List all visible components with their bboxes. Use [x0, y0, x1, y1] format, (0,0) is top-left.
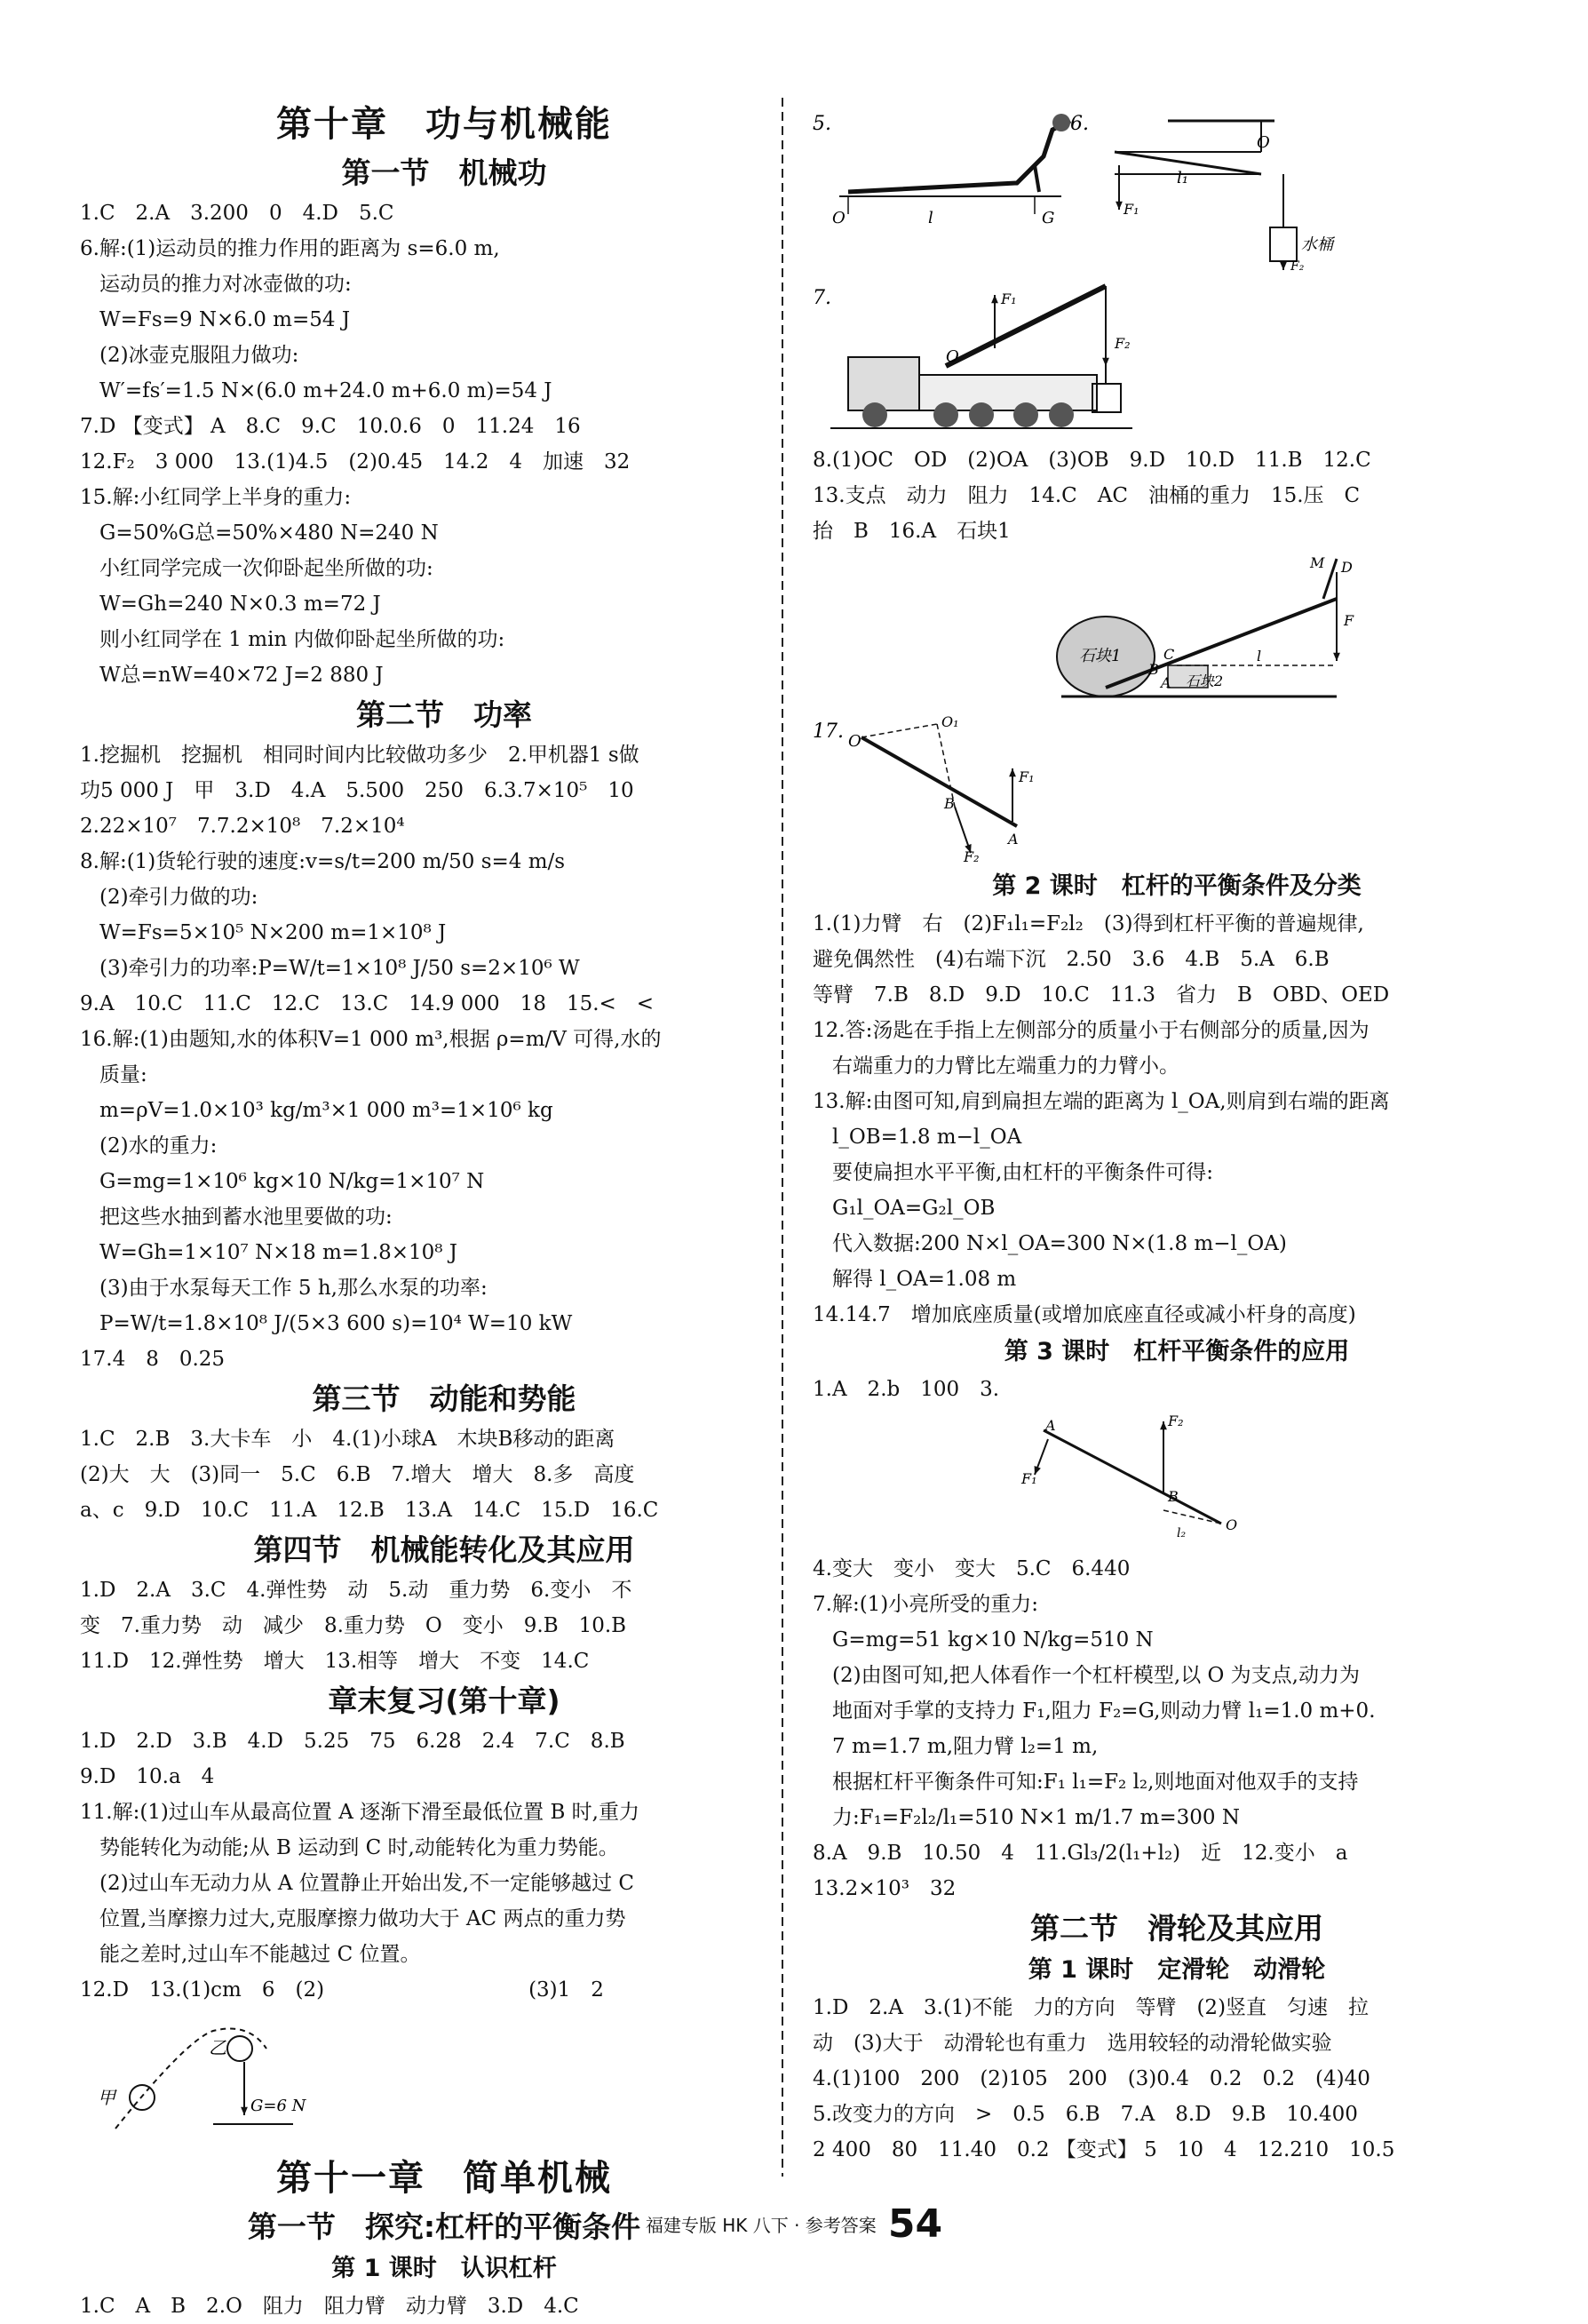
figure-rock [813, 554, 1541, 705]
answer-line: 变 7.重力势 动 减少 8.重力势 O 变小 9.B 10.B [80, 1614, 627, 1637]
label-jia: 甲 [98, 2087, 115, 2108]
answer-line: 1.C A B 2.O 阻力 阻力臂 动力臂 3.D 4.C [80, 2295, 579, 2318]
label-B: B [1148, 661, 1159, 678]
answer-line: 9.D 10.a 4 [80, 1765, 215, 1788]
section-title: 第一节 探究:杠杆的平衡条件 [247, 2209, 641, 2244]
answer-line: W=Fs=9 N×6.0 m=54 J [99, 308, 351, 331]
answer-line: 13.支点 动力 阻力 14.C AC 油桶的重力 15.压 C [813, 484, 1361, 507]
truck-wheel-1 [933, 402, 958, 427]
label-C: C [1163, 646, 1175, 663]
pushup-arm [1035, 165, 1039, 192]
answer-line: G=mg=51 kg×10 N/kg=510 N [832, 1628, 1154, 1651]
answer-line: 17.4 8 0.25 [80, 1348, 226, 1371]
label-O1: O₁ [941, 713, 959, 730]
answer-line: (2)牵引力做的功: [99, 886, 258, 909]
answer-line: (2)过山车无动力从 A 位置静止开始出发,不一定能够越过 C [99, 1872, 635, 1895]
label-6: 6. [1070, 113, 1089, 135]
figure-lever17-svg [813, 711, 1541, 862]
label-B: B [944, 795, 955, 812]
answer-line: 7 m=1.7 m,阻力臂 l₂=1 m, [832, 1735, 1099, 1758]
answer-line: 14.14.7 增加底座质量(或增加底座直径或减小杆身的高度) [813, 1303, 1356, 1326]
answer-line: (2)水的重力: [99, 1134, 218, 1158]
answer-line: 12.D 13.(1)cm 6 (2) (3)1 2 [80, 1978, 604, 2002]
answer-line: 质量: [99, 1063, 147, 1086]
gravity-arrow-head [241, 2107, 248, 2115]
page-number: 54 [887, 2201, 943, 2247]
answer-line: 势能转化为动能;从 B 运动到 C 时,动能转化为重力势能。 [99, 1836, 619, 1859]
pushup-head [1052, 114, 1070, 131]
answer-line: 抬 B 16.A 石块1 [813, 520, 1011, 543]
truck-wheel-0 [862, 402, 887, 427]
answer-line: 运动员的推力对冰壶做的功: [99, 273, 352, 296]
answer-line: 把这些水抽到蓄水池里要做的功: [99, 1206, 393, 1229]
answer-line: 根据杠杆平衡条件可知:F₁ l₁=F₂ l₂,则地面对他双手的支持 [832, 1771, 1359, 1794]
lesson-title: 第 1 课时 定滑轮 动滑轮 [1028, 1956, 1326, 1984]
lesson-title: 第 1 课时 认识杠杆 [331, 2255, 557, 2282]
section-title: 章末复习(第十章) [328, 1683, 560, 1718]
label-l2: l₂ [1177, 1526, 1187, 1540]
answer-line: 1.(1)力臂 右 (2)F₁l₁=F₂l₂ (3)得到杠杆平衡的普遍规律, [813, 912, 1364, 935]
bucket [1270, 227, 1297, 261]
label-G: G [1042, 209, 1055, 227]
answer-line: 地面对手掌的支持力 F₁,阻力 F₂=G,则动力臂 l₁=1.0 m+0. [832, 1699, 1376, 1723]
answer-line: 13.2×10³ 32 [813, 1877, 957, 1900]
chapter-title: 第十章 功与机械能 [276, 104, 612, 145]
footer-text: 福建专版 HK 八下 · 参考答案 [645, 2215, 877, 2236]
answer-line: 1.D 2.A 3.(1)不能 力的方向 等臂 (2)竖直 匀速 拉 [813, 1996, 1370, 2019]
crane-boom [946, 286, 1106, 366]
answer-line: 12.F₂ 3 000 13.(1)4.5 (2)0.45 14.2 4 加速 32 [80, 450, 631, 474]
line-l2 [1163, 1510, 1221, 1524]
figure-rock-svg [813, 554, 1541, 705]
answer-line: 9.A 10.C 11.C 12.C 13.C 14.9 000 18 15.< < [80, 992, 655, 1015]
truck-wheel-3 [1013, 402, 1038, 427]
answer-line: 6.解:(1)运动员的推力作用的距离为 s=6.0 m, [80, 237, 500, 260]
answer-line: W总=nW=40×72 J=2 880 J [99, 664, 384, 687]
arrow-F2-head [1102, 358, 1109, 366]
label-l: l [1257, 648, 1262, 665]
answer-line: 1.D 2.D 3.B 4.D 5.25 75 6.28 2.4 7.C 8.B [80, 1730, 625, 1753]
label-M: M [1310, 554, 1325, 571]
label-7: 7. [813, 287, 831, 309]
answer-line: 功5 000 J 甲 3.D 4.A 5.500 250 6.3.7×10⁵ 10 [80, 779, 634, 802]
left-column [80, 98, 808, 2324]
answer-line: (3)由于水泵每天工作 5 h,那么水泵的功率: [99, 1277, 488, 1300]
answer-line: 避免偶然性 (4)右端下沉 2.50 3.6 4.B 5.A 6.B [813, 948, 1330, 971]
answer-line: 动 (3)大于 动滑轮也有重力 选用较轻的动滑轮做实验 [813, 2032, 1332, 2055]
answer-line: W=Gh=240 N×0.3 m=72 J [99, 593, 381, 616]
answer-line: W=Gh=1×10⁷ N×18 m=1.8×10⁸ J [99, 1241, 457, 1264]
section-title: 第三节 动能和势能 [312, 1381, 576, 1416]
answer-line: l_OB=1.8 m−l_OA [832, 1126, 1022, 1149]
answer-line: 13.解:由图可知,肩到扁担左端的距离为 l_OA,则肩到右端的距离 [813, 1090, 1390, 1113]
section-title: 第二节 滑轮及其应用 [1030, 1911, 1323, 1946]
label-A: A [1045, 1417, 1056, 1434]
answer-line: 7.解:(1)小亮所受的重力: [813, 1593, 1039, 1616]
label-yi: 乙 [209, 2037, 226, 2058]
answer-line: 要使扁担水平平衡,由杠杆的平衡条件可得: [832, 1161, 1214, 1184]
label-F: F [1344, 612, 1354, 629]
label-F1: F₁ [1019, 768, 1035, 785]
lever-rod [1044, 1430, 1221, 1524]
label-5: 5. [813, 113, 831, 135]
answer-line: G=mg=1×10⁶ kg×10 N/kg=1×10⁷ N [99, 1170, 485, 1193]
truck-wheel-2 [969, 402, 994, 427]
answer-line: 小红同学完成一次仰卧起坐所做的功: [99, 557, 433, 580]
answer-line: m=ρV=1.0×10³ kg/m³×1 000 m³=1×10⁶ kg [99, 1099, 553, 1122]
label-F1: F₁ [1124, 201, 1139, 218]
label-F1: F₁ [1021, 1470, 1037, 1487]
answer-line: (2)大 大 (3)同一 5.C 6.B 7.增大 增大 8.多 高度 [80, 1463, 635, 1486]
answer-line: 5.改变力的方向 > 0.5 6.B 7.A 8.D 9.B 10.400 [813, 2103, 1358, 2126]
answer-line: 1.挖掘机 挖掘机 相同时间内比较做功多少 2.甲机器1 s做 [80, 744, 639, 767]
answer-line: 4.变大 变小 变大 5.C 6.440 [813, 1557, 1131, 1580]
label-gravity: G=6 N [250, 2097, 306, 2115]
section-title: 第四节 机械能转化及其应用 [253, 1532, 635, 1567]
answer-line: P=W/t=1.8×10⁸ J/(5×3 600 s)=10⁴ W=10 kW [99, 1312, 573, 1335]
arrow-F1-head [1116, 202, 1123, 210]
lesson-title: 第 2 课时 杠杆的平衡条件及分类 [992, 872, 1362, 900]
answer-line: 12.答:汤匙在手指上左侧部分的质量小于右侧部分的质量,因为 [813, 1019, 1370, 1042]
truck-cab [848, 357, 919, 410]
label-O: O [946, 347, 959, 366]
arrow-F2-head [1160, 1421, 1167, 1429]
label-B: B [1168, 1488, 1179, 1505]
answer-line: 1.C 2.B 3.大卡车 小 4.(1)小球A 木块B移动的距离 [80, 1428, 615, 1451]
right-column [813, 98, 1541, 2168]
arrow-F2-head [1280, 262, 1287, 270]
answer-line: (3)牵引力的功率:P=W/t=1×10⁸ J/50 s=2×10⁶ W [99, 957, 580, 980]
answer-line: G₁l_OA=G₂l_OB [832, 1197, 996, 1220]
answer-line: 1.D 2.A 3.C 4.弹性势 动 5.动 重力势 6.变小 不 [80, 1579, 632, 1602]
label-bucket: 水桶 [1301, 235, 1333, 254]
ball-yi [227, 2036, 252, 2061]
figure-basketball [80, 2013, 808, 2146]
label-l: l [928, 209, 933, 227]
label-F2: F₂ [1115, 335, 1131, 352]
answer-line: 解得 l_OA=1.08 m [832, 1268, 1017, 1291]
answer-line: 15.解:小红同学上半身的重力: [80, 486, 352, 509]
label-O: O [848, 732, 861, 751]
answer-line: 8.A 9.B 10.50 4 11.Gl₃/2(l₁+l₂) 近 12.变小 a [813, 1842, 1348, 1865]
figure-lever3-svg [813, 1413, 1541, 1546]
lever-rod [861, 737, 1017, 826]
answer-line: W′=fs′=1.5 N×(6.0 m+24.0 m+6.0 m)=54 J [99, 379, 552, 402]
section-title: 第一节 机械功 [341, 155, 547, 190]
answer-line: 11.解:(1)过山车从最高位置 A 逐渐下滑至最低位置 B 时,重力 [80, 1801, 639, 1824]
answer-line: 代入数据:200 N×l_OA=300 N×(1.8 m−l_OA) [832, 1232, 1287, 1255]
figure-crane-svg [813, 277, 1541, 437]
answer-line: 2.22×10⁷ 7.7.2×10⁸ 7.2×10⁴ [80, 815, 405, 838]
answer-line: 2 400 80 11.40 0.2 【变式】 5 10 4 12.210 10.5 [813, 2138, 1395, 2161]
label-O: O [832, 209, 846, 227]
figure-pushup [813, 103, 1541, 272]
label-rock1: 石块1 [1079, 647, 1122, 665]
figure-pushup-svg [813, 103, 1541, 272]
answer-line: W=Fs=5×10⁵ N×200 m=1×10⁸ J [99, 921, 447, 944]
answer-line: 1.A 2.b 100 3. [813, 1378, 1000, 1401]
figure-basketball-svg [80, 2013, 435, 2146]
chapter-title: 第十一章 简单机械 [276, 2158, 612, 2199]
truck-wheel-4 [1049, 402, 1074, 427]
answer-line: 8.(1)OC OD (2)OA (3)OB 9.D 10.D 11.B 12.C [813, 449, 1371, 472]
label-l1: l₁ [1177, 169, 1188, 187]
label-F2: F₂ [1290, 259, 1305, 272]
figure-lever17 [813, 711, 1541, 862]
figure-lever3 [813, 1413, 1541, 1546]
answer-line: 11.D 12.弹性势 增大 13.相等 增大 不变 14.C [80, 1650, 590, 1673]
answer-line: G=50%G总=50%×480 N=240 N [99, 521, 439, 545]
label-F2: F₂ [1168, 1413, 1184, 1429]
answer-line: 7.D 【变式】 A 8.C 9.C 10.0.6 0 11.24 16 [80, 415, 581, 438]
page-footer [0, 2201, 1588, 2247]
line-OO1 [861, 724, 937, 737]
figure-crane [813, 277, 1541, 437]
answer-line: 4.(1)100 200 (2)105 200 (3)0.4 0.2 0.2 (4)40 [813, 2067, 1370, 2090]
label-rock2: 石块2 [1186, 673, 1224, 689]
lesson-title: 第 3 课时 杠杆平衡条件的应用 [1004, 1338, 1350, 1365]
answer-line: 力:F₁=F₂l₂/l₁=510 N×1 m/1.7 m=300 N [832, 1806, 1240, 1829]
arrow-F1-head [1009, 768, 1016, 776]
label-A: A [1008, 831, 1019, 848]
answer-line: 位置,当摩擦力过大,克服摩擦力做功大于 AC 两点的重力势 [99, 1907, 626, 1930]
section-title: 第二节 功率 [356, 697, 532, 732]
answer-line: 8.解:(1)货轮行驶的速度:v=s/t=200 m/50 s=4 m/s [80, 850, 566, 873]
answer-line: 1.C 2.A 3.200 0 4.D 5.C [80, 202, 394, 225]
label-F1: F₁ [1001, 290, 1017, 307]
answer-line: 16.解:(1)由题知,水的体积V=1 000 m³,根据 ρ=m/V 可得,水的 [80, 1028, 662, 1051]
answer-line: 则小红同学在 1 min 内做仰卧起坐所做的功: [99, 628, 505, 651]
label-D: D [1341, 559, 1353, 576]
answer-line: 右端重力的力臂比左端重力的力臂小。 [832, 1055, 1179, 1078]
label-O: O [1226, 1516, 1238, 1533]
answer-line: (2)冰壶克服阻力做功: [99, 344, 299, 367]
label-O2: O [1257, 133, 1270, 152]
answer-line: (2)由图可知,把人体看作一个杠杆模型,以 O 为支点,动力为 [832, 1664, 1360, 1687]
answer-line: 能之差时,过山车不能越过 C 位置。 [99, 1943, 421, 1966]
arrow-F-head [1333, 653, 1340, 661]
answer-line: a、c 9.D 10.C 11.A 12.B 13.A 14.C 15.D 16.C [80, 1499, 659, 1522]
arrow-F1-head [991, 295, 998, 303]
label-F2: F₂ [964, 848, 980, 862]
crowbar-top [1323, 559, 1337, 599]
column-divider [782, 98, 783, 2177]
label-A: A [1161, 674, 1171, 691]
answer-line: 等臂 7.B 8.D 9.D 10.C 11.3 省力 B OBD、OED [813, 983, 1390, 1007]
label-17: 17. [813, 720, 844, 743]
